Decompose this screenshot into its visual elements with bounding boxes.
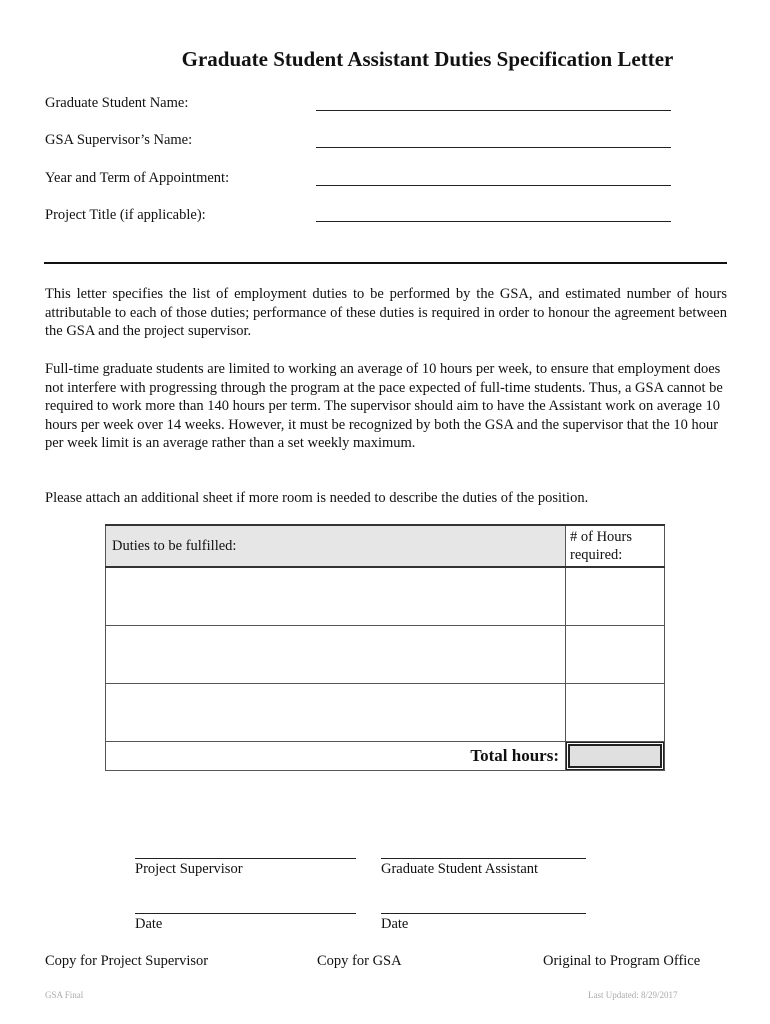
project-title-label: Project Title (if applicable): bbox=[45, 207, 206, 223]
project-title-field[interactable] bbox=[316, 221, 671, 222]
page-title: Graduate Student Assistant Duties Specification Letter bbox=[181, 47, 674, 71]
supervisor-date-label: Date bbox=[135, 916, 163, 932]
total-hours-field[interactable] bbox=[568, 744, 662, 768]
project-supervisor-label: Project Supervisor bbox=[135, 861, 243, 877]
duties-header: Duties to be fulfilled: bbox=[106, 525, 566, 567]
gsa-supervisor-name-label: GSA Supervisor’s Name: bbox=[45, 132, 193, 148]
duties-table bbox=[105, 524, 665, 771]
gsa-date-line[interactable] bbox=[381, 913, 586, 914]
supervisor-date-line[interactable] bbox=[135, 913, 356, 914]
duty-cell[interactable] bbox=[106, 626, 566, 684]
duty-cell[interactable] bbox=[106, 684, 566, 742]
table-row bbox=[106, 567, 665, 626]
section-divider bbox=[44, 262, 727, 264]
graduate-student-name-field[interactable] bbox=[316, 110, 671, 111]
gsa-date-label: Date bbox=[381, 916, 409, 932]
gsa-label: Graduate Student Assistant bbox=[381, 861, 539, 877]
hours-cell[interactable] bbox=[566, 567, 665, 626]
total-hours-cell bbox=[566, 742, 665, 771]
graduate-student-name-label: Graduate Student Name: bbox=[45, 95, 189, 111]
year-term-field[interactable] bbox=[316, 185, 671, 186]
copy-gsa-text: Copy for GSA bbox=[317, 953, 402, 969]
hours-limit-paragraph: Full-time graduate students are limited to working an average of 10 hours per week, to ensure that employment does not interfere with progressing through the program at the pace expected of full-time students. Thus, a GSA cannot be required to work more than 140 hours per term. The supervisor should aim to have the Assistant work on average 10 hours per week over 14 weeks. However, it must be recognized by both the GSA and the supervisor that the 10 hour per week limit is an average rather than a set weekly maximum. bbox=[45, 361, 723, 451]
project-supervisor-signature-line[interactable] bbox=[135, 858, 356, 859]
hours-cell[interactable] bbox=[566, 684, 665, 742]
intro-paragraph: This letter specifies the list of employment duties to be performed by the GSA, and estimated number of hours attributable to each of those duties; performance of these duties is required in order to honour the agreement between the GSA and the project supervisor. bbox=[45, 286, 727, 339]
total-hours-label: Total hours: bbox=[106, 742, 566, 771]
hours-cell[interactable] bbox=[566, 626, 665, 684]
gsa-supervisor-name-field[interactable] bbox=[316, 147, 671, 148]
last-updated: Last Updated: 8/29/2017 bbox=[588, 990, 678, 1000]
year-term-label: Year and Term of Appointment: bbox=[45, 170, 230, 186]
original-office-text: Original to Program Office bbox=[543, 953, 701, 969]
hours-header: # of Hours required: bbox=[566, 525, 665, 567]
gsa-signature-line[interactable] bbox=[381, 858, 586, 859]
attach-note: Please attach an additional sheet if more room is needed to describe the duties of the position. bbox=[45, 490, 589, 506]
doc-id: GSA Final bbox=[45, 990, 84, 1000]
table-row bbox=[106, 684, 665, 742]
duty-cell[interactable] bbox=[106, 567, 566, 626]
copy-supervisor-text: Copy for Project Supervisor bbox=[45, 953, 209, 969]
table-row bbox=[106, 626, 665, 684]
